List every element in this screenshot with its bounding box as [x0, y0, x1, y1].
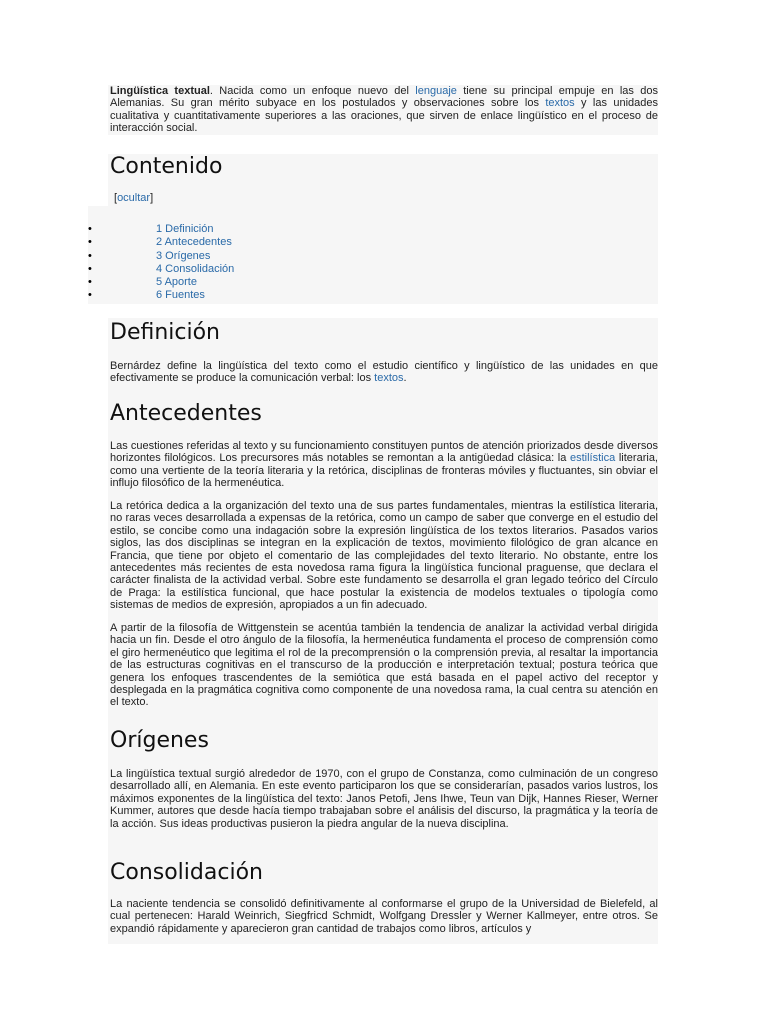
- origenes-paragraph: La lingüística textual surgió alrededor de 1970, con el grupo de Constanza, como culminación de un congreso desarrollado allí, en Alemania. En este evento participaron los que se considerarían, pasados varios lustros, los máximos exponentes de la lingüística del texto: Janos Petofi, Jens Ihwe, Teun van Dijk, Hannes Rieser, Werner Kummer, autores que desde hacía tiempo trabajaban sobre el análisis del discurso, la pragmática y la teoría de la acción. Sus ideas productivas pusieron la piedra angular de la nueva disciplina.: [110, 768, 658, 830]
- toc-item: [88, 289, 658, 302]
- link-textos-definicion[interactable]: textos: [374, 372, 404, 385]
- bullet-icon: •: [88, 262, 92, 275]
- toc-list: [88, 223, 658, 303]
- section-heading-origenes: Orígenes: [110, 728, 209, 753]
- toc-item: [88, 223, 658, 236]
- toc-link-antecedentes[interactable]: 2 Antecedentes: [156, 236, 232, 249]
- section-heading-consolidacion: Consolidación: [110, 860, 263, 885]
- intro-section: [108, 85, 658, 135]
- toc-hide-link[interactable]: ocultar: [117, 192, 151, 204]
- toc-item: [88, 249, 658, 263]
- intro-term: Lingüística textual: [110, 85, 210, 97]
- link-estilistica[interactable]: estilística: [569, 452, 616, 465]
- toc-link-definicion[interactable]: 1 Definición: [156, 223, 214, 235]
- toc-link-fuentes[interactable]: 6 Fuentes: [156, 289, 205, 302]
- consolidacion-paragraph: La naciente tendencia se consolidó definitivamente al conformarse el grupo de la Universidad de Bielefeld, al cual pertenecen: Harald Weinrich, Siegfricd Schmidt, Wolfgang Dressler y Werner Kallmeyer, entre otros. Se expandió rápidamente y aparecieron gran cantidad de trabajos como libros, artículos y: [110, 898, 658, 935]
- bullet-icon: •: [88, 223, 92, 235]
- toc-item: [88, 236, 658, 249]
- antecedentes-paragraph-2: La retórica dedica a la organización del texto una de sus partes fundamentales, mientras la estilística literaria, no raras veces desarrollada a expensas de la retórica, como un campo de saber que converge en el estudio del estilo, se concibe como una indagación sobre la expresión lingüística de los textos literarios. Pasados varios siglos, las dos disciplinas se integran en la explicación de textos, movimiento filológico de gran alcance en Francia, que tiene por objeto el comentario de las complejidades del texto literario. No obstante, entre los antecedentes más recientes de esta novedosa rama figura la lingüística funcional praguense, que declara el carácter finalista de la actividad verbal. Sobre este fundamento se desarrolla el gran legado teórico del Círculo de Praga: la estilística funcional, que hace postular la existencia de modelos textuales o tipología como sistemas de medios de expresión, apropiados a un fin adecuado.: [110, 500, 658, 612]
- link-lenguaje[interactable]: lenguaje: [415, 85, 457, 97]
- section-heading-definicion: Definición: [110, 320, 220, 345]
- toc-link-consolidacion[interactable]: 4 Consolidación: [156, 262, 235, 275]
- toc-box: [108, 154, 658, 206]
- definicion-paragraph: Bernárdez define la lingüística del texto como el estudio científico y lingüístico de las unidades en que efectivamente se produce la comunicación verbal: los textos.: [110, 360, 658, 385]
- toc-item: [88, 276, 658, 289]
- toc-title: Contenido: [110, 154, 223, 179]
- article-body: [108, 318, 658, 944]
- toc-item: [88, 262, 658, 276]
- bullet-icon: •: [88, 236, 92, 249]
- antecedentes-paragraph-3: A partir de la filosofía de Wittgenstein se acentúa también la tendencia de analizar la actividad verbal dirigida hacia un fin. Desde el otro ángulo de la filosofía, la hermenéutica fundamenta el proceso de comprensión como el giro hermenéutico que legitima el rol de la precomprensión o la comprensión previa, al resaltar la importancia de las estructuras cognitivas en el transcurso de la producción e interpretación textual; postura teórica que genera los enfoques trascendentes de la semiótica que está basada en el papel activo del receptor y desplegada en la pragmática cognitiva como componente de una novedosa rama, la cual centra su atención en el texto.: [110, 622, 658, 709]
- toc-link-origenes[interactable]: 3 Orígenes: [156, 249, 211, 262]
- antecedentes-paragraph-1: Las cuestiones referidas al texto y su funcionamiento constituyen puntos de atención priorizados desde diversos horizontes filológicos. Los precursores más notables se remontan a la antigüedad clásica: la estilística literaria, como una vertiente de la teoría literaria y la retórica, disciplinas de fronteras móviles y fluctuantes, sin obviar el influjo filosófico de la hermenéutica.: [110, 440, 658, 490]
- toc-link-aporte[interactable]: 5 Aporte: [156, 276, 197, 289]
- link-textos[interactable]: textos: [545, 97, 575, 110]
- bullet-icon: •: [88, 249, 92, 262]
- intro-paragraph: Lingüística textual. Nacida como un enfoque nuevo del lenguaje tiene su principal empuje en las dos Alemanias. Su gran mérito subyace en los postulados y observaciones sobre los textos y las unidades cualitativa y cuantitativamente superiores a las oraciones, que sirven de enlace lingüístico en el proceso de interacción social.: [110, 85, 658, 135]
- toc-toggle: [ocultar]: [114, 192, 154, 204]
- bullet-icon: •: [88, 289, 92, 302]
- bullet-icon: •: [88, 276, 92, 289]
- section-heading-antecedentes: Antecedentes: [110, 401, 262, 426]
